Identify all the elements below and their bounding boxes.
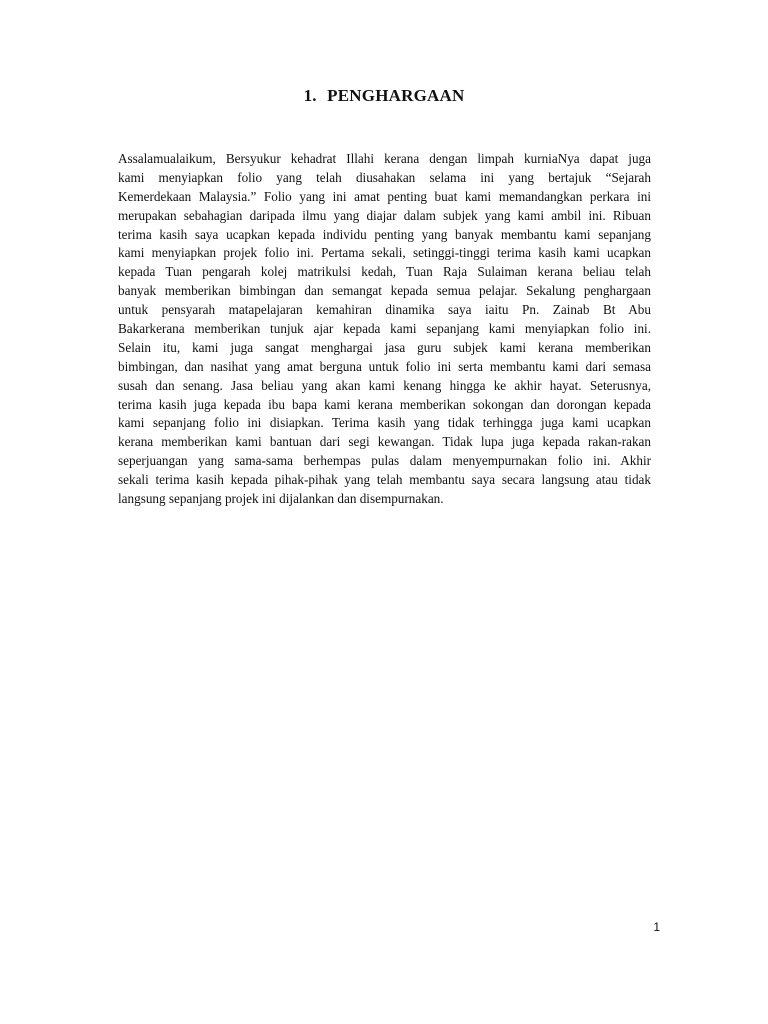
paragraph-line: Assalamualaikum, Bersyukur kehadrat Illahi kerana dengan limpah kurniaNya dapat juga — [118, 151, 651, 166]
paragraph-line: susah dan senang. Jasa beliau yang akan kami kenang hingga ke akhir hayat. Seterusnya, — [118, 377, 651, 393]
paragraph-line: kerana memberikan kami bantuan dari segi kewangan. Tidak lupa juga kepada rakan-rakan — [118, 434, 651, 450]
paragraph-line: kepada Tuan pengarah kolej matrikulsi kedah, Tuan Raja Sulaiman kerana beliau telah — [118, 264, 651, 280]
paragraph-line: kami menyiapkan projek folio ini. Pertama sekali, setinggi-tinggi terima kasih kami ucapkan — [118, 245, 651, 261]
paragraph-line: banyak memberikan bimbingan dan semangat kepada semua pelajar. Sekalung penghargaan — [118, 283, 651, 299]
paragraph-line: langsung sepanjang projek ini dijalankan dan disempurnakan. — [118, 491, 444, 507]
heading-title: PENGHARGAAN — [327, 86, 465, 105]
paragraph-line: bimbingan, dan nasihat yang amat berguna untuk folio ini serta membantu kami dari semasa — [118, 358, 651, 374]
acknowledgement-paragraph — [118, 150, 651, 509]
paragraph-line: terima kasih saya ucapkan kepada individu penting yang banyak membantu kami sepanjang — [118, 226, 651, 242]
paragraph-line: kami menyiapkan folio yang telah diusahakan selama ini yang bertajuk “Sejarah — [118, 169, 651, 185]
paragraph-line: terima kasih juga kepada ibu bapa kami kerana memberikan sokongan dan dorongan kepada — [118, 396, 651, 412]
paragraph-line: sekali terima kasih kepada pihak-pihak yang telah membantu saya secara langsung atau tidak — [118, 472, 651, 488]
paragraph-line: Bakarkerana memberikan tunjuk ajar kepada kami sepanjang kami menyiapkan folio ini. — [118, 321, 651, 337]
page-number: 1 — [653, 920, 660, 934]
paragraph-line: merupakan sebahagian daripada ilmu yang diajar dalam subjek yang kami ambil ini. Ribuan — [118, 207, 651, 223]
paragraph-line: seperjuangan yang sama-sama berhempas pulas dalam menyempurnakan folio ini. Akhir — [118, 453, 651, 469]
paragraph-line: Selain itu, kami juga sangat menghargai jasa guru subjek kami kerana memberikan — [118, 339, 651, 355]
heading-number: 1. — [303, 86, 317, 105]
paragraph-line: kami sepanjang folio ini disiapkan. Terima kasih yang tidak terhingga juga kami ucapkan — [118, 415, 651, 431]
paragraph-line: untuk pensyarah matapelajaran kemahiran dinamika saya iaitu Pn. Zainab Bt Abu — [118, 302, 651, 318]
paragraph-line: Kemerdekaan Malaysia.” Folio yang ini amat penting buat kami memandangkan perkara ini — [118, 188, 651, 204]
page-heading — [0, 86, 768, 106]
